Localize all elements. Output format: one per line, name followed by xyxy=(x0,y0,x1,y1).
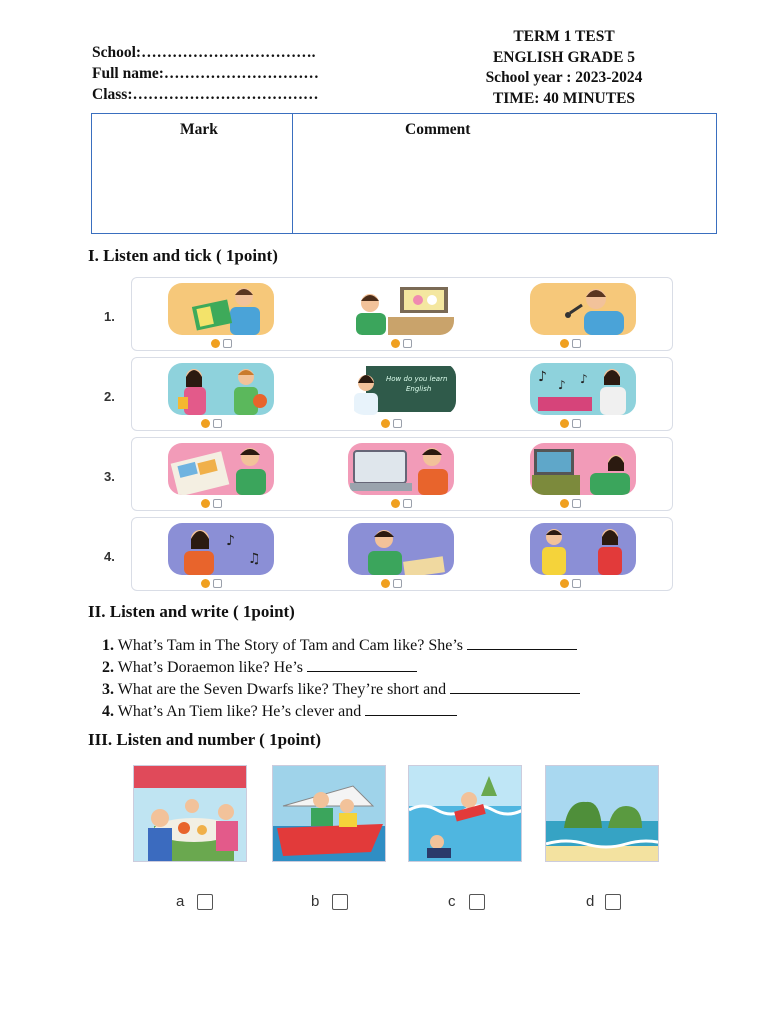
picture-label-d: d xyxy=(586,893,595,910)
svg-text:♪: ♪ xyxy=(558,378,566,392)
question-4 xyxy=(102,701,580,723)
mark-label: Mark xyxy=(180,121,218,138)
tick-option-4-2[interactable] xyxy=(381,579,405,588)
picture-girl-watching-tv xyxy=(530,443,636,495)
picture-children-chatting xyxy=(530,523,636,575)
tick-option-4-3[interactable] xyxy=(560,579,584,588)
picture-label-b: b xyxy=(311,893,320,910)
svg-text:English: English xyxy=(406,385,432,393)
tick-option-1-1[interactable] xyxy=(211,339,235,348)
time-limit: TIME: 40 MINUTES xyxy=(492,89,636,107)
picture-boy-writing xyxy=(348,523,454,575)
question-text: What’s An Tiem like? He’s clever and xyxy=(117,703,366,720)
test-title: TERM 1 TEST xyxy=(513,28,615,45)
question-number: 1. xyxy=(102,637,114,654)
row-number-4: 4. xyxy=(104,549,115,564)
number-box-d[interactable] xyxy=(605,894,621,910)
tick-row-4 xyxy=(131,517,673,591)
answer-blank[interactable] xyxy=(307,658,417,672)
svg-text:♫: ♫ xyxy=(248,551,261,567)
picture-children-talking xyxy=(168,363,274,415)
tick-option-2-1[interactable] xyxy=(201,419,225,428)
row-number-2: 2. xyxy=(104,389,115,404)
tick-option-1-3[interactable] xyxy=(560,339,584,348)
tick-option-2-3[interactable] xyxy=(560,419,584,428)
tick-option-3-3[interactable] xyxy=(560,499,584,508)
picture-boy-reading-book xyxy=(168,283,274,335)
question-2 xyxy=(102,657,580,679)
question-text: What’s Tam in The Story of Tam and Cam like? She’s xyxy=(117,637,467,654)
tick-row-3 xyxy=(131,437,673,511)
answer-blank[interactable] xyxy=(467,636,577,650)
tick-option-3-2[interactable] xyxy=(391,499,415,508)
question-1 xyxy=(102,635,580,657)
mark-comment-box xyxy=(91,113,717,234)
question-number: 4. xyxy=(102,703,114,720)
grade-title: ENGLISH GRADE 5 xyxy=(492,48,636,66)
test-info xyxy=(462,27,666,109)
section-3-heading: III. Listen and number ( 1point) xyxy=(88,730,322,749)
full-name-field[interactable]: Full name:………………………… xyxy=(92,65,319,82)
question-number: 2. xyxy=(102,659,114,676)
section-1-heading: I. Listen and tick ( 1point) xyxy=(88,246,278,265)
student-info xyxy=(92,42,319,105)
class-field[interactable]: Class:……………………………… xyxy=(92,86,319,103)
school-field[interactable]: School:……………………………. xyxy=(92,44,316,61)
svg-text:♪: ♪ xyxy=(538,369,547,385)
svg-text:♪: ♪ xyxy=(580,372,588,386)
tick-row-1 xyxy=(131,277,673,351)
question-3 xyxy=(102,679,580,701)
answer-blank[interactable] xyxy=(365,702,457,716)
question-text: What’s Doraemon like? He’s xyxy=(117,659,307,676)
question-text: What are the Seven Dwarfs like? They’re short and xyxy=(117,681,451,698)
listen-write-questions xyxy=(102,635,580,723)
picture-girl-singing-notes xyxy=(168,523,274,575)
picture-boy-watching-tv xyxy=(348,283,454,335)
tick-option-2-2[interactable] xyxy=(381,419,405,428)
number-box-a[interactable] xyxy=(197,894,213,910)
tick-option-3-1[interactable] xyxy=(201,499,225,508)
answer-blank[interactable] xyxy=(450,680,580,694)
number-box-c[interactable] xyxy=(469,894,485,910)
row-number-3: 3. xyxy=(104,469,115,484)
row-number-1: 1. xyxy=(104,309,115,324)
svg-text:♪: ♪ xyxy=(226,533,235,549)
mark-box-divider xyxy=(292,114,293,233)
picture-label-c: c xyxy=(448,893,456,910)
school-year: School year : 2023-2024 xyxy=(485,69,643,86)
tick-option-1-2[interactable] xyxy=(391,339,415,348)
comment-label: Comment xyxy=(405,121,471,138)
picture-girl-listening-music xyxy=(530,363,636,415)
picture-family-on-speedboat xyxy=(272,765,386,862)
picture-label-a: a xyxy=(176,893,185,910)
picture-boy-singing-microphone xyxy=(530,283,636,335)
picture-boy-reading-comic xyxy=(168,443,274,495)
section-2-heading: II. Listen and write ( 1point) xyxy=(88,602,295,621)
tick-row-2 xyxy=(131,357,673,431)
question-number: 3. xyxy=(102,681,114,698)
picture-children-swimming-sea xyxy=(408,765,522,862)
tick-option-4-1[interactable] xyxy=(201,579,225,588)
picture-boy-using-laptop xyxy=(348,443,454,495)
svg-text:How do you learn: How do you learn xyxy=(386,375,448,383)
picture-family-eating-seafood xyxy=(133,765,247,862)
picture-islands-in-bay xyxy=(545,765,659,862)
number-box-b[interactable] xyxy=(332,894,348,910)
picture-girl-at-blackboard xyxy=(350,363,456,415)
